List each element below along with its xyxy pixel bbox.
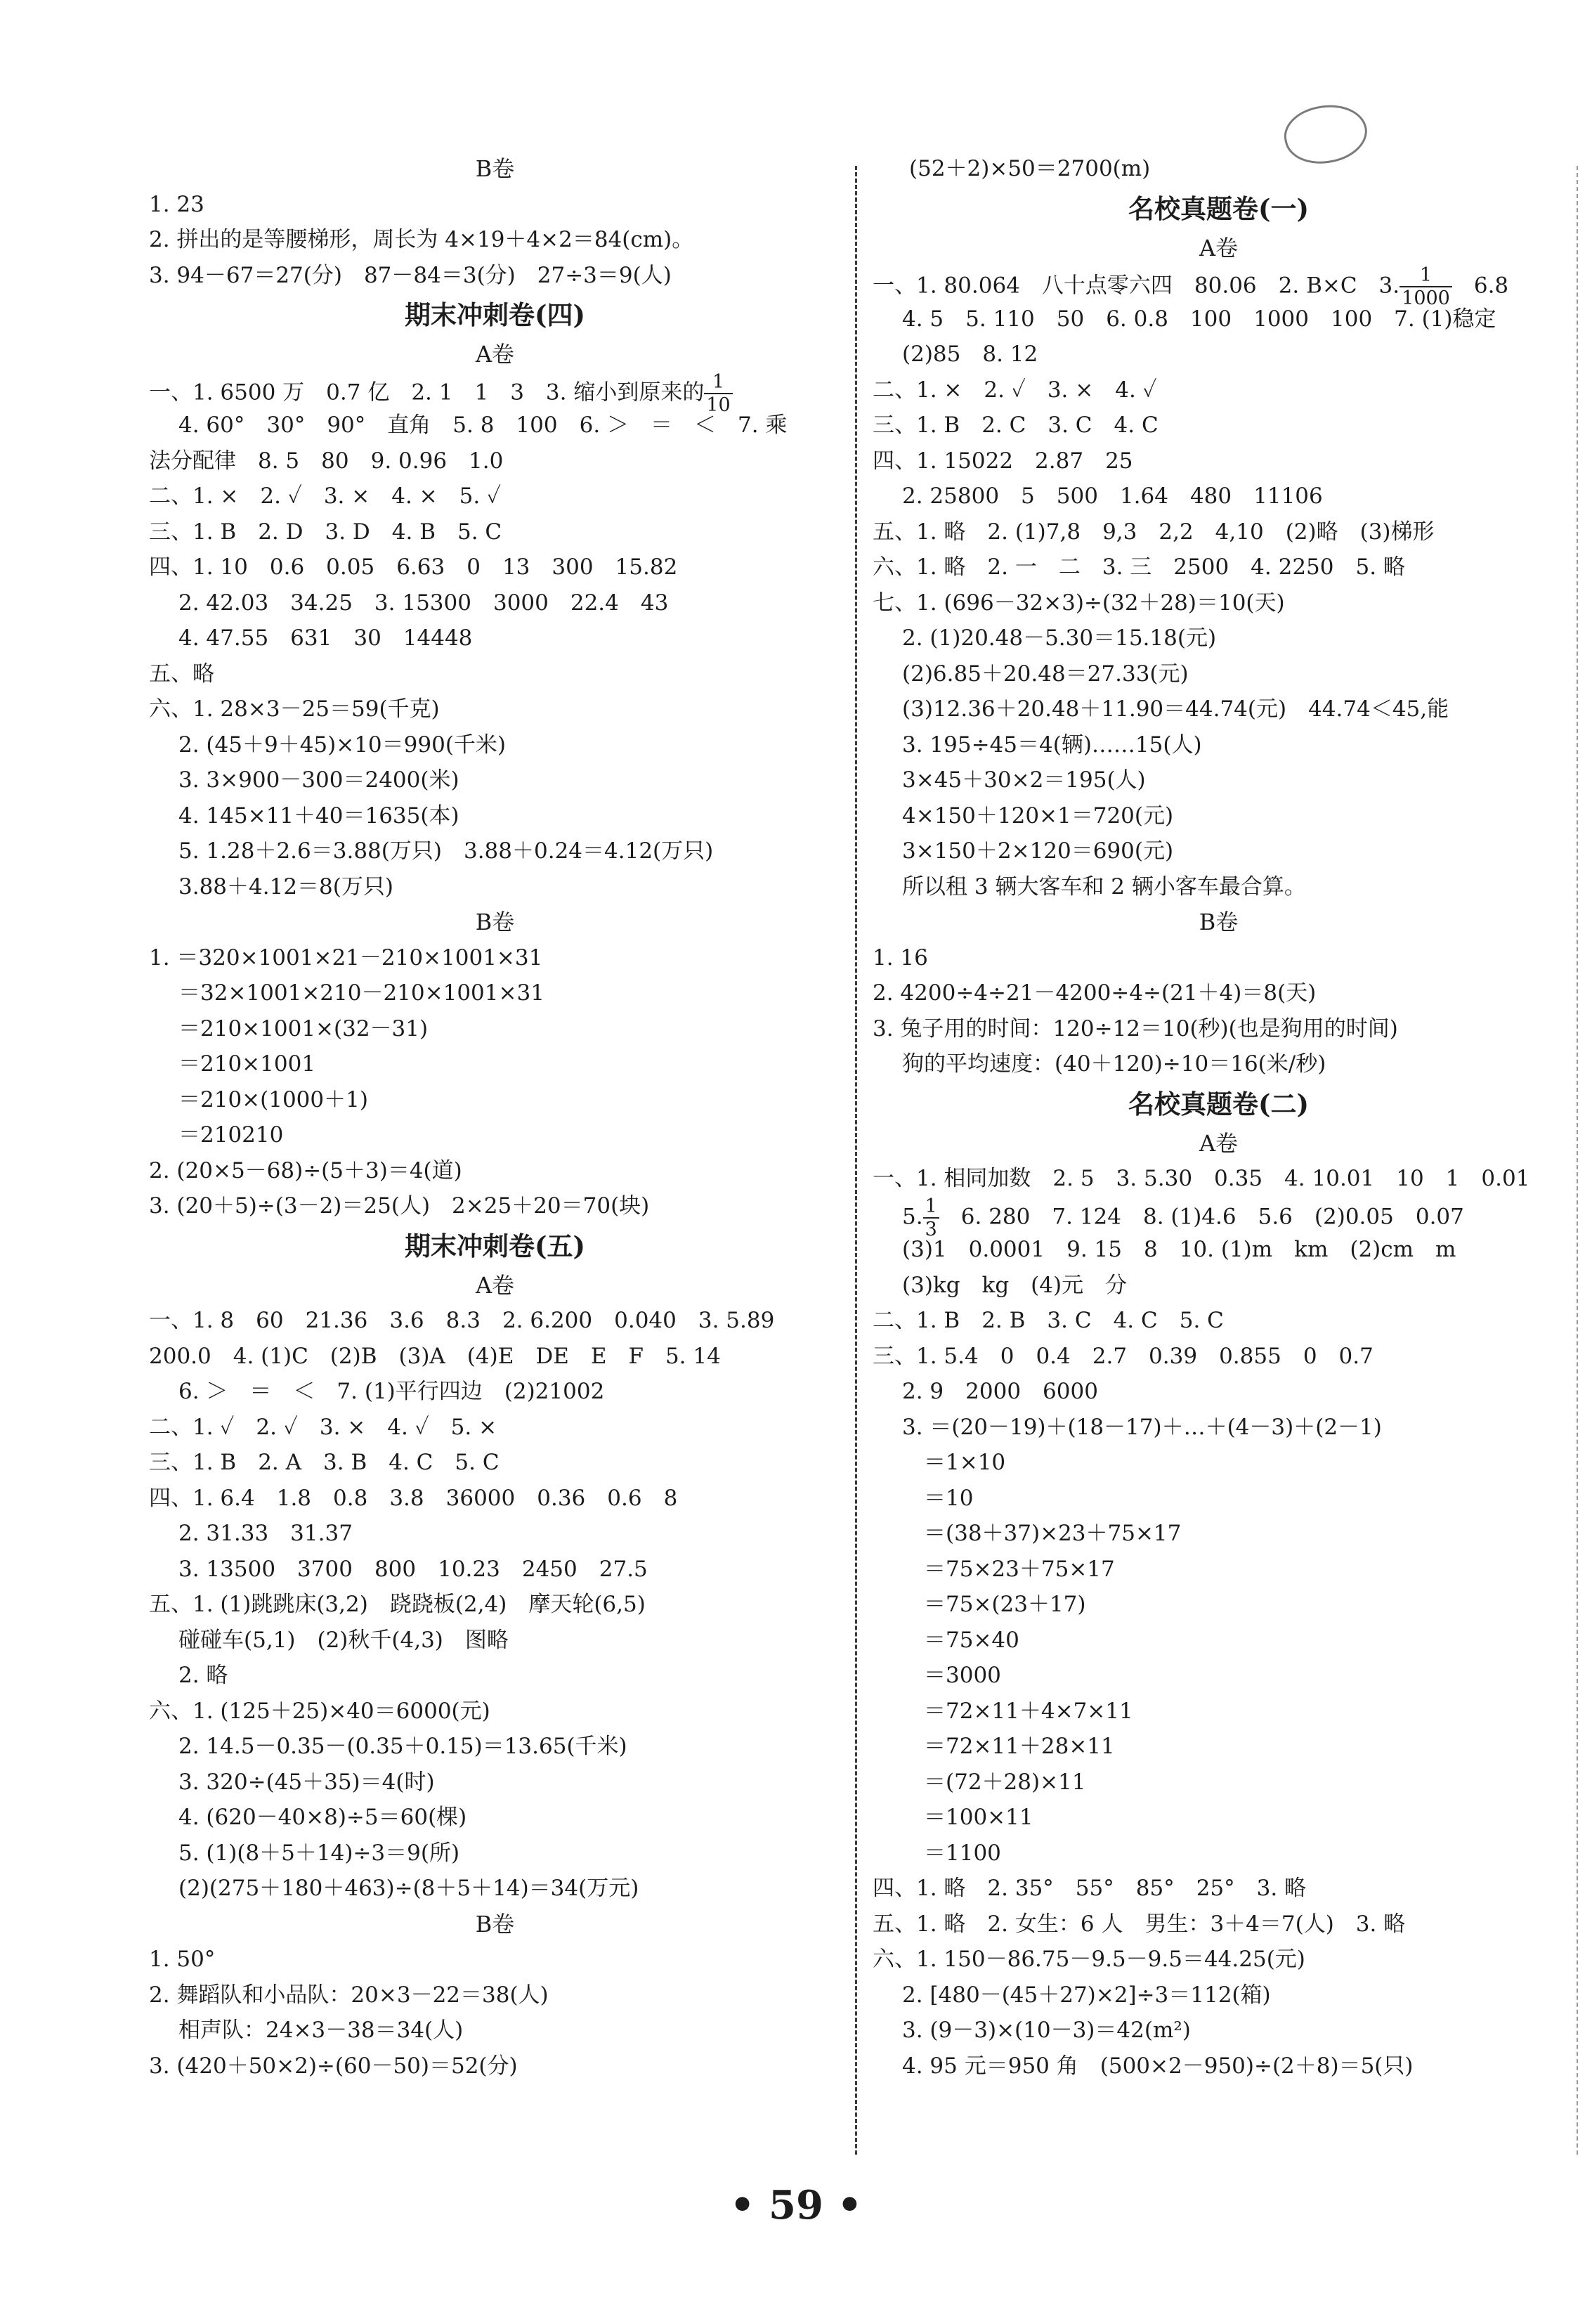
answer-line: 1. ＝320×1001×21－210×1001×31 <box>149 944 543 971</box>
answer-line: 3. (420＋50×2)÷(60－50)＝52(分) <box>149 2053 518 2079</box>
answer-line: 2. 4200÷4÷21－4200÷4÷(21＋4)＝8(天) <box>873 980 1317 1006</box>
fraction-numerator: 1 <box>704 372 732 394</box>
answer-line: 4. 60° 30° 90° 直角 5. 8 100 6. ＞ ＝ ＜ 7. 乘 <box>178 413 788 438</box>
answer-line: 2. 14.5－0.35－(0.35＋0.15)＝13.65(千米) <box>178 1734 627 1759</box>
answer-line: ＝75×(23＋17) <box>902 1592 1086 1617</box>
answer-line: 3. 13500 3700 800 10.23 2450 27.5 <box>178 1556 648 1582</box>
exam-title: 名校真题卷(一) <box>1128 193 1309 224</box>
exam-title: 名校真题卷(二) <box>1128 1088 1309 1119</box>
answer-line: ＝(38＋37)×23＋75×17 <box>902 1521 1182 1546</box>
answer-line: (2)85 8. 12 <box>902 342 1038 367</box>
answer-line: 六、1. 略 2. 一 二 3. 三 2500 4. 2250 5. 略 <box>873 554 1405 580</box>
answer-line: (3)12.36＋20.48＋11.90＝44.74(元) 44.74＜45,能 <box>902 696 1449 722</box>
answer-line: 1. 50° <box>149 1947 216 1972</box>
answer-line: 3. ＝(20－19)＋(18－17)＋…＋(4－3)＋(2－1) <box>902 1414 1382 1440</box>
answer-line: ＝210210 <box>178 1122 284 1148</box>
answer-line: 三、1. B 2. A 3. B 4. C 5. C <box>149 1450 500 1475</box>
section-heading: A卷 <box>475 341 515 368</box>
answer-line: ＝75×23＋75×17 <box>902 1556 1115 1582</box>
answer-line: 4×150＋120×1＝720(元) <box>902 803 1174 829</box>
section-heading: B卷 <box>475 155 515 182</box>
fraction-numerator: 1 <box>1399 266 1452 287</box>
answer-text: 6. 280 7. 124 8. (1)4.6 5.6 (2)0.05 0.07 <box>939 1204 1464 1229</box>
answer-line: ＝210×1001 <box>178 1051 316 1077</box>
answer-line: 五、略 <box>149 661 214 687</box>
page-number-value: 59 <box>769 2182 823 2228</box>
answer-line: 五、1. 略 2. 女生：6 人 男生：3＋4＝7(人) 3. 略 <box>873 1911 1406 1937</box>
answer-line: 法分配律 8. 5 80 9. 0.96 1.0 <box>149 448 504 474</box>
answer-line: 二、1. B 2. B 3. C 4. C 5. C <box>873 1308 1224 1333</box>
answer-line: ＝10 <box>902 1485 974 1511</box>
answer-line: ＝3000 <box>902 1663 1001 1688</box>
answer-line: ＝1×10 <box>902 1450 1006 1475</box>
answer-line: 五、1. (1)跳跳床(3,2) 跷跷板(2,4) 摩天轮(6,5) <box>149 1592 646 1617</box>
fraction-numerator: 1 <box>923 1197 939 1219</box>
answer-line: 2. [480－(45＋27)×2]÷3＝112(箱) <box>902 1982 1271 2008</box>
answer-line: 3×150＋2×120＝690(元) <box>902 838 1174 864</box>
answer-line: 五、1. 略 2. (1)7,8 9,3 2,2 4,10 (2)略 (3)梯形 <box>873 519 1435 545</box>
answer-line: 2. 略 <box>178 1663 228 1688</box>
answer-line: 3×45＋30×2＝195(人) <box>902 767 1146 793</box>
answer-line: 1. 16 <box>873 944 928 971</box>
column-divider <box>855 166 857 2155</box>
answer-line: 4. 95 元＝950 角 (500×2－950)÷(2＋8)＝5(只) <box>902 2053 1414 2079</box>
answer-line: 六、1. 150－86.75－9.5－9.5＝44.25(元) <box>873 1947 1305 1972</box>
answer-text: 一、1. 80.064 八十点零六四 80.06 2. B×C 3. <box>873 273 1400 299</box>
answer-line <box>873 1195 1565 1240</box>
answer-text: 一、1. 6500 万 0.7 亿 2. 1 1 3 3. 缩小到原来的 <box>149 379 705 405</box>
answer-line: 2. (45＋9＋45)×10＝990(千米) <box>178 732 507 758</box>
section-heading: B卷 <box>475 1910 515 1937</box>
answer-line <box>873 264 1565 309</box>
answer-line <box>149 370 841 416</box>
fraction-denominator: 3 <box>925 1218 937 1240</box>
section-heading: B卷 <box>475 909 515 935</box>
answer-line: 二、1. × 2. ✓ 3. × 4. × 5. ✓ <box>149 483 502 509</box>
exam-title: 期末冲刺卷(四) <box>404 299 585 330</box>
answer-line: 4. 5 5. 110 50 6. 0.8 100 1000 100 7. (1)稳定 <box>902 306 1496 332</box>
answer-line: 三、1. B 2. C 3. C 4. C <box>873 413 1159 438</box>
answer-text: 5. <box>902 1204 923 1229</box>
answer-line: 2. 9 2000 6000 <box>902 1379 1098 1404</box>
left-answer-column <box>149 151 841 2084</box>
answer-line: 2. 42.03 34.25 3. 15300 3000 22.4 43 <box>178 590 669 616</box>
fraction-denominator: 10 <box>706 394 731 416</box>
answer-line: ＝210×(1000＋1) <box>178 1086 368 1112</box>
answer-line: 6. ＞ ＝ ＜ 7. (1)平行四边 (2)21002 <box>178 1379 605 1404</box>
answer-line: ＝75×40 <box>902 1627 1019 1653</box>
section-heading: A卷 <box>1199 234 1239 261</box>
answer-line: 2. (20×5－68)÷(5＋3)＝4(道) <box>149 1157 462 1183</box>
answer-line: 3. 195÷45＝4(辆)……15(人) <box>902 732 1202 758</box>
answer-line: 相声队：24×3－38＝34(人) <box>178 2018 464 2043</box>
answer-text: 6.8 <box>1451 273 1509 299</box>
answer-line: 四、1. 15022 2.87 25 <box>873 448 1133 474</box>
section-heading: B卷 <box>1199 909 1239 935</box>
answer-line: 一、1. 相同加数 2. 5 3. 5.30 0.35 4. 10.01 10 1 0.01 <box>873 1166 1530 1191</box>
section-heading: A卷 <box>1199 1129 1239 1157</box>
answer-line: 三、1. 5.4 0 0.4 2.7 0.39 0.855 0 0.7 <box>873 1343 1374 1369</box>
answer-line: 狗的平均速度：(40＋120)÷10＝16(米/秒) <box>902 1051 1326 1077</box>
answer-line: 4. 47.55 631 30 14448 <box>178 625 473 651</box>
answer-line: (52＋2)×50＝2700(m) <box>909 156 1151 181</box>
answer-line: ＝72×11＋4×7×11 <box>902 1698 1133 1724</box>
answer-line: 1. 23 <box>149 191 204 217</box>
answer-line: 3. (20＋5)÷(3－2)＝25(人) 2×25＋20＝70(块) <box>149 1193 650 1219</box>
answer-line: ＝210×1001×(32－31) <box>178 1015 429 1041</box>
exam-title: 期末冲刺卷(五) <box>404 1230 585 1261</box>
answer-line: 所以租 3 辆大客车和 2 辆小客车最合算。 <box>902 874 1306 900</box>
answer-line: 3.88＋4.12＝8(万只) <box>178 874 393 900</box>
answer-line: 2. 拼出的是等腰梯形，周长为 4×19＋4×2＝84(cm)。 <box>149 227 694 252</box>
answer-line: 碰碰车(5,1) (2)秋千(4,3) 图略 <box>178 1627 509 1653</box>
answer-line: 二、1. × 2. ✓ 3. × 4. ✓ <box>873 377 1157 403</box>
answer-line: (3)kg kg (4)元 分 <box>902 1272 1128 1298</box>
answer-line: 七、1. (696－32×3)÷(32＋28)＝10(天) <box>873 590 1285 616</box>
page-number: • 59 • <box>729 2182 863 2228</box>
answer-line: 3. 320÷(45＋35)＝4(时) <box>178 1769 435 1795</box>
section-heading: A卷 <box>475 1271 515 1299</box>
answer-line: 2. 舞蹈队和小品队：20×3－22＝38(人) <box>149 1982 549 2008</box>
answer-line: 5. (1)(8＋5＋14)÷3＝9(所) <box>178 1840 460 1866</box>
answer-line: 5. 1.28＋2.6＝3.88(万只) 3.88＋0.24＝4.12(万只) <box>178 838 714 864</box>
answer-line: (3)1 0.0001 9. 15 8 10. (1)m km (2)cm m <box>902 1237 1456 1262</box>
answer-line: 二、1. ✓ 2. ✓ 3. × 4. ✓ 5. × <box>149 1414 497 1440</box>
answer-line: 四、1. 略 2. 35° 55° 85° 25° 3. 略 <box>873 1876 1307 1901</box>
right-edge-divider <box>1577 166 1578 2155</box>
answer-line: 四、1. 6.4 1.8 0.8 3.8 36000 0.36 0.6 8 <box>149 1485 678 1511</box>
fraction-denominator: 1000 <box>1402 287 1450 309</box>
right-answer-column <box>873 151 1565 2084</box>
answer-line: 一、1. 8 60 21.36 3.6 8.3 2. 6.200 0.040 3. 5.89 <box>149 1308 775 1333</box>
answer-line: 2. 31.33 31.37 <box>178 1521 353 1546</box>
answer-line: 六、1. (125＋25)×40＝6000(元) <box>149 1698 490 1724</box>
answer-line: (2)6.85＋20.48＝27.33(元) <box>902 661 1189 687</box>
answer-line: ＝1100 <box>902 1840 1001 1866</box>
answer-line: 200.0 4. (1)C (2)B (3)A (4)E DE E F 5. 14 <box>149 1343 721 1369</box>
answer-line: (2)(275＋180＋463)÷(8＋5＋14)＝34(万元) <box>178 1876 639 1901</box>
answer-line: 2. 25800 5 500 1.64 480 11106 <box>902 483 1323 509</box>
answer-line: 3. 94－67＝27(分) 87－84＝3(分) 27÷3＝9(人) <box>149 262 672 288</box>
answer-line: 3. 兔子用的时间：120÷12＝10(秒)(也是狗用的时间) <box>873 1015 1398 1041</box>
answer-line: 4. 145×11＋40＝1635(本) <box>178 803 459 829</box>
answer-line: ＝(72＋28)×11 <box>902 1769 1086 1795</box>
answer-line: ＝100×11 <box>902 1805 1033 1830</box>
answer-line: ＝32×1001×210－210×1001×31 <box>178 980 544 1006</box>
answer-line: 3. 3×900－300＝2400(米) <box>178 767 459 793</box>
answer-line: ＝72×11＋28×11 <box>902 1734 1115 1759</box>
answer-line: 三、1. B 2. D 3. D 4. B 5. C <box>149 519 502 545</box>
answer-line: 3. (9－3)×(10－3)＝42(m²) <box>902 2018 1191 2043</box>
answer-line: 六、1. 28×3－25＝59(千克) <box>149 696 440 722</box>
answer-line: 4. (620－40×8)÷5＝60(棵) <box>178 1805 467 1830</box>
answer-line: 2. (1)20.48－5.30＝15.18(元) <box>902 625 1217 651</box>
answer-line: 四、1. 10 0.6 0.05 6.63 0 13 300 15.82 <box>149 554 678 580</box>
